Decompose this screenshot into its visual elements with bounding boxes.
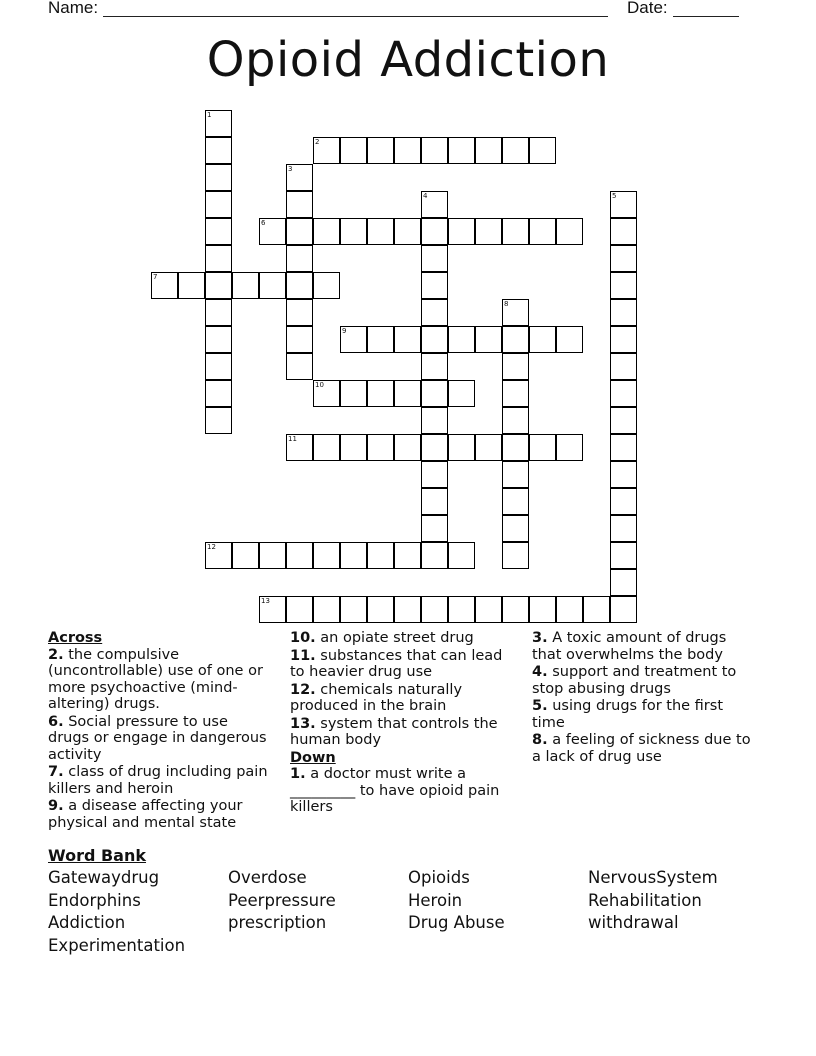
crossword-cell[interactable]	[259, 272, 286, 299]
crossword-cell[interactable]	[286, 542, 313, 569]
clue-across-7: 7. class of drug including pain killers and heroin	[48, 764, 268, 797]
crossword-cell[interactable]	[394, 542, 421, 569]
word-bank-row	[48, 913, 768, 936]
clue-number: 13	[261, 597, 270, 605]
crossword-cell[interactable]	[340, 137, 367, 164]
crossword-cell[interactable]	[421, 353, 448, 380]
crossword-cell[interactable]	[205, 542, 232, 569]
across-heading: Across	[48, 630, 103, 646]
crossword-cell[interactable]	[421, 245, 448, 272]
clue-down-3: 3. A toxic amount of drugs that overwhelms the body	[532, 630, 727, 663]
crossword-cell[interactable]	[151, 272, 178, 299]
crossword-cell[interactable]	[556, 218, 583, 245]
word-bank-row	[48, 891, 768, 914]
crossword-cell[interactable]	[583, 596, 610, 623]
word-bank-item: Addiction	[48, 913, 126, 932]
word-bank-item: Drug Abuse	[408, 913, 505, 932]
crossword-cell[interactable]	[421, 596, 448, 623]
crossword-cell[interactable]	[205, 110, 232, 137]
crossword-cell[interactable]	[205, 137, 232, 164]
crossword-cell[interactable]	[529, 218, 556, 245]
crossword-cell[interactable]	[286, 299, 313, 326]
crossword-cell[interactable]	[610, 596, 637, 623]
clue-number: 5	[612, 192, 617, 200]
crossword-cell[interactable]	[313, 380, 340, 407]
clue-across-10: 10. an opiate street drug	[290, 630, 474, 646]
clue-number: 1	[207, 111, 212, 119]
crossword-cell[interactable]	[421, 272, 448, 299]
crossword-cell[interactable]	[502, 461, 529, 488]
crossword-cell[interactable]	[502, 218, 529, 245]
crossword-cell[interactable]	[313, 596, 340, 623]
crossword-cell[interactable]	[367, 137, 394, 164]
clue-across-9: 9. a disease affecting your physical and mental state	[48, 798, 243, 831]
crossword-cell[interactable]	[475, 137, 502, 164]
word-bank-row	[48, 868, 768, 891]
clue-down-5: 5. using drugs for the first time	[532, 698, 724, 731]
date-label: Date:	[627, 0, 668, 17]
crossword-cell[interactable]	[421, 299, 448, 326]
crossword-cell[interactable]	[610, 461, 637, 488]
crossword-cell[interactable]	[178, 272, 205, 299]
crossword-cell[interactable]	[367, 326, 394, 353]
crossword-cell[interactable]	[448, 137, 475, 164]
crossword-cell[interactable]	[610, 299, 637, 326]
word-bank-item: NervousSystem	[588, 868, 718, 887]
crossword-cell[interactable]	[367, 380, 394, 407]
word-bank-item: prescription	[228, 913, 327, 932]
crossword-cell[interactable]	[340, 542, 367, 569]
word-bank-item: Experimentation	[48, 935, 186, 955]
crossword-cell[interactable]	[502, 137, 529, 164]
clue-down-4: 4. support and treatment to stop abusing drugs	[532, 664, 737, 697]
crossword-cell[interactable]	[502, 353, 529, 380]
crossword-cell[interactable]	[394, 434, 421, 461]
crossword-cell[interactable]	[232, 542, 259, 569]
crossword-cell[interactable]	[610, 245, 637, 272]
word-bank-item: Gatewaydrug	[48, 868, 160, 887]
crossword-cell[interactable]	[556, 434, 583, 461]
crossword-cell[interactable]	[610, 515, 637, 542]
crossword-cell[interactable]	[313, 137, 340, 164]
crossword-cell[interactable]	[448, 542, 475, 569]
crossword-cell[interactable]	[286, 326, 313, 353]
crossword-cell[interactable]	[286, 596, 313, 623]
crossword-cell[interactable]	[367, 542, 394, 569]
clue-number: 2	[315, 138, 320, 146]
crossword-cell[interactable]	[421, 218, 448, 245]
crossword-cell[interactable]	[610, 542, 637, 569]
crossword-cell[interactable]	[421, 542, 448, 569]
word-bank-item: Overdose	[228, 868, 307, 887]
word-bank-heading: Word Bank	[48, 846, 147, 865]
clue-number: 3	[288, 165, 293, 173]
clue-across-2: 2. the compulsive (uncontrollable) use of one or more psychoactive (mind-altering) drugs.	[48, 646, 263, 712]
clue-across-12: 12. chemicals naturally produced in the brain	[290, 681, 463, 714]
clue-number: 12	[207, 543, 216, 551]
crossword-cell[interactable]	[340, 380, 367, 407]
crossword-cell[interactable]	[475, 596, 502, 623]
crossword-cell[interactable]	[286, 245, 313, 272]
clue-number: 10	[315, 381, 324, 389]
crossword-cell[interactable]	[448, 596, 475, 623]
crossword-cell[interactable]	[448, 218, 475, 245]
crossword-cell[interactable]	[421, 434, 448, 461]
crossword-cell[interactable]	[502, 488, 529, 515]
crossword-cell[interactable]	[502, 380, 529, 407]
clue-number: 4	[423, 192, 428, 200]
clue-across-6: 6. Social pressure to use drugs or engage in dangerous activity	[48, 713, 267, 763]
crossword-cell[interactable]	[475, 434, 502, 461]
crossword-cell[interactable]	[610, 434, 637, 461]
page-title: Opioid Addiction	[206, 32, 610, 88]
crossword-cell[interactable]	[502, 326, 529, 353]
crossword-cell[interactable]	[340, 218, 367, 245]
clue-number: 9	[342, 327, 347, 335]
crossword-cell[interactable]	[502, 434, 529, 461]
crossword-cell[interactable]	[448, 380, 475, 407]
crossword-cell[interactable]	[529, 434, 556, 461]
crossword-cell[interactable]	[340, 434, 367, 461]
crossword-cell[interactable]	[421, 326, 448, 353]
crossword-cell[interactable]	[286, 353, 313, 380]
crossword-cell[interactable]	[205, 164, 232, 191]
crossword-cell[interactable]	[502, 596, 529, 623]
crossword-cell[interactable]	[610, 218, 637, 245]
crossword-cell[interactable]	[394, 137, 421, 164]
crossword-cell[interactable]	[367, 434, 394, 461]
crossword-cell[interactable]	[394, 596, 421, 623]
clue-number: 7	[153, 273, 158, 281]
crossword-cell[interactable]	[556, 326, 583, 353]
crossword-cell[interactable]	[529, 137, 556, 164]
crossword-cell[interactable]	[205, 380, 232, 407]
word-bank-item	[408, 936, 588, 959]
crossword-cell[interactable]	[421, 407, 448, 434]
crossword-cell[interactable]	[529, 326, 556, 353]
clue-number: 6	[261, 219, 266, 227]
crossword-cell[interactable]	[610, 191, 637, 218]
crossword-cell[interactable]	[502, 542, 529, 569]
clue-number: 11	[288, 435, 297, 443]
name-label: Name:	[48, 0, 99, 17]
crossword-cell[interactable]	[610, 353, 637, 380]
crossword-cell[interactable]	[394, 380, 421, 407]
crossword-cell[interactable]	[259, 596, 286, 623]
down-heading: Down	[290, 749, 336, 766]
clues-column-3	[532, 630, 757, 766]
clue-down-1: 1. a doctor must write a _________ to have opioid pain killers	[290, 766, 500, 815]
crossword-cell[interactable]	[502, 407, 529, 434]
crossword-cell[interactable]	[475, 326, 502, 353]
crossword-cell[interactable]	[610, 569, 637, 596]
crossword-cell[interactable]	[610, 380, 637, 407]
crossword-cell[interactable]	[205, 245, 232, 272]
crossword-cell[interactable]	[313, 542, 340, 569]
crossword-cell[interactable]	[610, 326, 637, 353]
crossword-cell[interactable]	[259, 542, 286, 569]
crossword-cell[interactable]	[421, 515, 448, 542]
word-bank-row	[48, 936, 768, 959]
word-bank-item	[228, 936, 408, 959]
crossword-cell[interactable]	[340, 596, 367, 623]
word-bank-item: Peerpressure	[228, 890, 336, 910]
crossword-cell[interactable]	[313, 434, 340, 461]
word-bank-item	[588, 936, 768, 959]
crossword-cell[interactable]	[610, 488, 637, 515]
crossword-cell[interactable]	[367, 596, 394, 623]
crossword-cell[interactable]	[286, 272, 313, 299]
clue-number: 8	[504, 300, 509, 308]
crossword-cell[interactable]	[232, 272, 259, 299]
crossword-cell[interactable]	[475, 218, 502, 245]
crossword-cell[interactable]	[502, 515, 529, 542]
crossword-cell[interactable]	[394, 326, 421, 353]
crossword-cell[interactable]	[259, 218, 286, 245]
clue-down-8: 8. a feeling of sickness due to a lack of drug use	[532, 732, 751, 765]
crossword-cell[interactable]	[610, 272, 637, 299]
crossword-cell[interactable]	[502, 299, 529, 326]
crossword-cell[interactable]	[205, 191, 232, 218]
word-bank-item: Opioids	[408, 868, 470, 887]
crossword-cell[interactable]	[286, 218, 313, 245]
crossword-cell[interactable]	[421, 137, 448, 164]
crossword-cell[interactable]	[340, 326, 367, 353]
crossword-cell[interactable]	[205, 218, 232, 245]
crossword-cell[interactable]	[205, 299, 232, 326]
crossword-cell[interactable]	[421, 380, 448, 407]
crossword-cell[interactable]	[205, 272, 232, 299]
crossword-cell[interactable]	[286, 434, 313, 461]
clues-column-1	[48, 630, 273, 832]
crossword-cell[interactable]	[205, 326, 232, 353]
crossword-cell[interactable]	[448, 326, 475, 353]
word-bank-item: Endorphins	[48, 890, 141, 910]
word-bank	[48, 868, 768, 958]
word-bank-item: withdrawal	[588, 913, 679, 932]
crossword-cell[interactable]	[205, 407, 232, 434]
word-bank-item: Rehabilitation	[588, 890, 702, 910]
crossword-cell[interactable]	[448, 434, 475, 461]
crossword-cell[interactable]	[313, 218, 340, 245]
clue-across-11: 11. substances that can lead to heavier drug use	[290, 647, 503, 680]
clues-column-2	[290, 630, 515, 817]
clue-across-13: 13. system that controls the human body	[290, 715, 498, 748]
crossword-cell[interactable]	[205, 353, 232, 380]
crossword-cell[interactable]	[556, 596, 583, 623]
word-bank-item: Heroin	[408, 890, 463, 910]
crossword-cell[interactable]	[529, 596, 556, 623]
crossword-cell[interactable]	[394, 218, 421, 245]
crossword-cell[interactable]	[421, 488, 448, 515]
crossword-cell[interactable]	[286, 164, 313, 191]
crossword-cell[interactable]	[421, 191, 448, 218]
crossword-cell[interactable]	[313, 272, 340, 299]
crossword-cell[interactable]	[421, 461, 448, 488]
crossword-cell[interactable]	[286, 191, 313, 218]
crossword-cell[interactable]	[367, 218, 394, 245]
crossword-cell[interactable]	[610, 407, 637, 434]
